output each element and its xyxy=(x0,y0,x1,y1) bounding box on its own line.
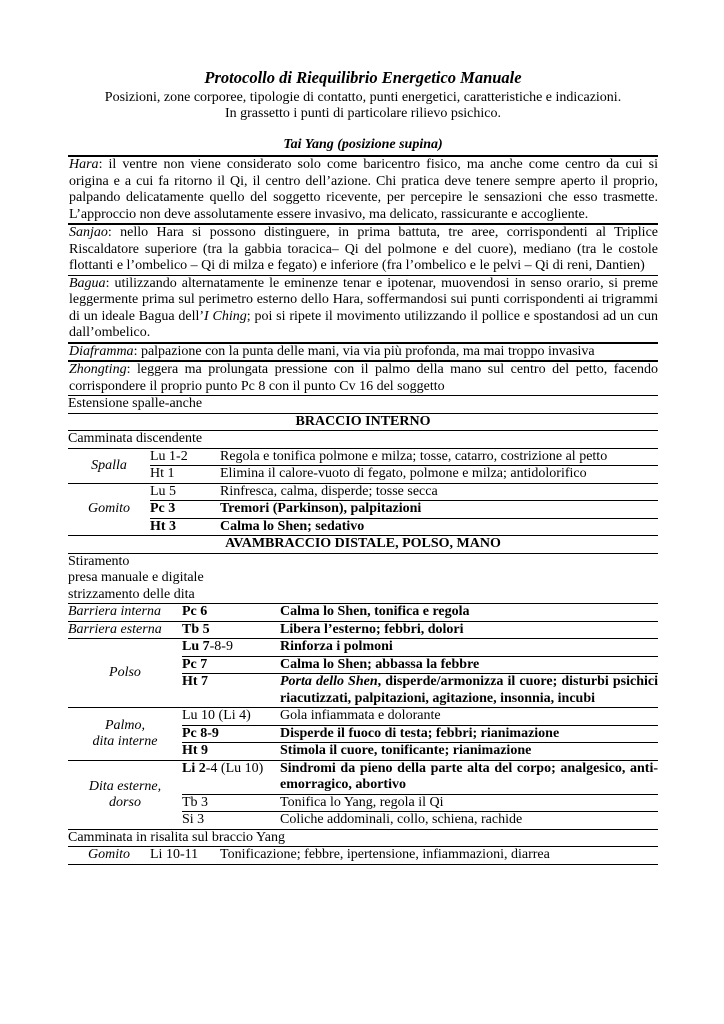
table-row xyxy=(150,484,658,501)
zone-polso: Polso xyxy=(109,665,141,680)
table-row xyxy=(150,449,658,466)
paragraph-hara xyxy=(68,155,658,223)
term-diaframma: Diaframma xyxy=(69,343,134,359)
table-row xyxy=(182,604,658,621)
text-bagua-a: : utilizzando alternatamente le eminenze tenar e ipotenar, muovendosi in senso orario, si preme leggermente prima sul perimetro esterno dello Hara, soffermandosi sui punti corrispondenti ai trigrammi di un ideale Bagua dell’ xyxy=(69,275,658,324)
point-code: Pc 6 xyxy=(182,604,208,619)
zone-label-line: Dita esterne, xyxy=(88,778,162,794)
point-indication: Rinfresca, calma, disperde; tosse secca xyxy=(220,483,438,499)
table-row xyxy=(182,708,658,725)
rows-barriera-esterna xyxy=(182,622,658,639)
zone-palmo xyxy=(68,708,182,760)
text-sanjao: : nello Hara si possono distinguere, in prima battuta, tre aree, corrispondenti al Triplice Riscaldatore superiore (tra la gabbia toracica– Qi del polmone e del cuore), mediano (tra le costole flottanti e l’ombelico – Qi di milza e fegato) e inferiore (fra l’ombelico e le pelvi – Qi di reni, Dantien) xyxy=(69,225,658,273)
intro-line: Stiramento xyxy=(68,553,130,569)
table-row xyxy=(150,847,658,864)
group-barriera-esterna xyxy=(68,621,658,639)
point-code: Ht 1 xyxy=(150,466,175,481)
point-indication: Stimola il cuore, tonificante; rianimazione xyxy=(280,743,532,758)
rows-dita-esterne xyxy=(182,761,658,829)
term-sanjao: Sanjao xyxy=(69,225,108,240)
point-code: Lu 1-2 xyxy=(150,448,188,464)
table-row xyxy=(182,761,658,794)
point-indication: Sindromi da pieno della parte alta del corpo; analgesico, anti-emorragico, abortivo xyxy=(280,760,658,792)
point-code-part: Li 2 xyxy=(182,760,206,776)
point-indication: Gola infiammata e dolorante xyxy=(280,708,441,723)
paragraph-diaframma xyxy=(68,342,658,361)
point-code: Ht 3 xyxy=(150,518,177,534)
book-i-ching: I Ching xyxy=(204,308,247,324)
group-palmo xyxy=(68,707,658,760)
intro-line: presa manuale e digitale xyxy=(68,570,204,585)
table-row xyxy=(182,622,658,639)
zone-label-line: dita interne xyxy=(92,733,158,749)
point-code: Tb 3 xyxy=(182,794,209,810)
row-camminata-risalita: Camminata in risalita sul braccio Yang xyxy=(68,829,658,847)
zone-dita-esterne xyxy=(68,761,182,829)
point-code: Ht 7 xyxy=(182,674,209,689)
point-indication: Calma lo Shen, tonifica e regola xyxy=(280,604,470,619)
group-spalla xyxy=(68,448,658,483)
point-code-part: (Lu 10) xyxy=(217,760,264,776)
point-indication: Tonifica lo Yang, regola il Qi xyxy=(280,794,444,810)
document-subtitle: Posizioni, zone corporee, tipologie di contatto, punti energetici, caratteristiche e indicazioni. xyxy=(104,90,622,105)
point-code xyxy=(182,639,280,656)
protocol-table xyxy=(68,155,658,865)
zone-label-line: dorso xyxy=(109,794,141,810)
zone-barriera-esterna: Barriera esterna xyxy=(68,621,162,637)
point-code-part: Lu 7 xyxy=(182,639,210,654)
indication-text: , disperde/armonizza il cuore; disturbi psichici riacutizzati, palpitazioni, agitazione, insonnia, incubi xyxy=(280,674,658,706)
zone-spalla: Spalla xyxy=(91,457,127,473)
rows-spalla xyxy=(150,449,658,483)
point-indication: Coliche addominali, collo, schiena, rachide xyxy=(280,812,523,827)
section-title: Tai Yang (posizione supina) xyxy=(283,137,443,152)
document-note: In grassetto i punti di particolare rilievo psichico. xyxy=(224,106,502,121)
term-zhongting: Zhongting xyxy=(69,362,127,377)
zone-gomito: Gomito xyxy=(88,501,130,517)
point-indication: Tremori (Parkinson), palpitazioni xyxy=(220,501,422,516)
group-barriera-interna xyxy=(68,603,658,621)
group-gomito xyxy=(68,483,658,536)
intro-line: strizzamento delle dita xyxy=(68,586,195,602)
table-row xyxy=(182,811,658,829)
point-indication xyxy=(280,674,658,707)
point-code-part: -8-9 xyxy=(209,639,233,654)
rows-polso xyxy=(182,639,658,707)
heading-braccio-interno: BRACCIO INTERNO xyxy=(68,413,658,432)
table-row xyxy=(182,742,658,760)
table-row xyxy=(182,639,658,656)
rows-palmo xyxy=(182,708,658,760)
rows-gomito-yang xyxy=(150,847,658,864)
table-row xyxy=(150,518,658,536)
zone-barriera-interna: Barriera interna xyxy=(68,604,161,620)
table-row xyxy=(182,794,658,812)
point-indication: Calma lo Shen; abbassa la febbre xyxy=(280,656,480,672)
group-polso xyxy=(68,638,658,707)
point-indication: Regola e tonifica polmone e milza; tosse, catarro, costrizione al petto xyxy=(220,448,608,464)
point-code: Lu 5 xyxy=(150,483,177,499)
row-camminata-discendente: Camminata discendente xyxy=(68,431,203,446)
point-code: Pc 7 xyxy=(182,656,208,672)
term-bagua: Bagua xyxy=(69,275,106,291)
table-row xyxy=(182,673,658,707)
rows-barriera-interna xyxy=(182,604,658,621)
paragraph-sanjao xyxy=(68,223,658,275)
point-indication: Rinforza i polmoni xyxy=(280,639,393,654)
point-code: Tb 5 xyxy=(182,621,210,637)
group-dita-esterne xyxy=(68,760,658,829)
table-row xyxy=(182,656,658,674)
group-gomito-yang xyxy=(68,846,658,864)
text-diaframma: : palpazione con la punta delle mani, via via più profonda, ma mai troppo invasiva xyxy=(133,343,595,359)
point-code: Pc 8-9 xyxy=(182,725,219,741)
point-code: Ht 9 xyxy=(182,743,209,758)
table-row xyxy=(182,725,658,743)
paragraph-bagua xyxy=(68,275,658,342)
point-code xyxy=(182,761,280,794)
point-code: Pc 3 xyxy=(150,501,176,516)
point-code: Si 3 xyxy=(182,812,205,827)
point-code: Lu 10 (Li 4) xyxy=(182,708,251,723)
point-code-part: -4 xyxy=(205,760,218,776)
term-hara: Hara xyxy=(69,157,99,172)
heading-avambraccio: AVAMBRACCIO DISTALE, POLSO, MANO xyxy=(68,535,658,554)
zone-label-line: Palmo, xyxy=(104,717,146,733)
table-bottom-rule xyxy=(68,864,658,865)
intro-avambraccio xyxy=(68,554,658,604)
point-indication: Tonificazione; febbre, ipertensione, infiammazioni, diarrea xyxy=(220,847,550,862)
paragraph-zhongting xyxy=(68,360,658,395)
text-bagua-b: ; poi si ripete il movimento utilizzando il pollice e spostandosi ad un cun dall’ombelico. xyxy=(69,308,659,340)
point-indication: Elimina il calore-vuoto di fegato, polmone e milza; antidolorifico xyxy=(220,466,587,481)
row-estensione: Estensione spalle-anche xyxy=(68,395,658,413)
table-row xyxy=(150,465,658,483)
point-indication: Calma lo Shen; sedativo xyxy=(220,518,365,534)
zone-gomito-yang: Gomito xyxy=(88,847,130,863)
text-zhongting: : leggera ma prolungata pressione con il palmo della mano sul centro del petto, facendo corrispondere il proprio punto Pc 8 con il punto Cv 16 del soggetto xyxy=(69,362,658,394)
text-hara: : il ventre non viene considerato solo come baricentro fisico, ma anche come centro da cui si origina e a cui fa ritorno il Qi, il centro dell’azione. Chi pratica deve tenere sempre aperto il proprio, palpando delicatamente quello del soggetto ricevente, per percepire le sensazioni che esso trasmette. L’approccio non deve assolutamente essere invasivo, ma delicato, rassicurante e accogliente. xyxy=(69,157,658,222)
table-row xyxy=(150,500,658,518)
rows-gomito xyxy=(150,484,658,536)
point-indication: Libera l’esterno; febbri, dolori xyxy=(280,621,464,637)
document-title: Protocollo di Riequilibrio Energetico Manuale xyxy=(204,68,522,87)
point-indication: Disperde il fuoco di testa; febbri; rianimazione xyxy=(280,725,560,741)
point-code: Li 10-11 xyxy=(150,847,199,862)
indication-emphasis: Porta dello Shen xyxy=(280,674,378,689)
